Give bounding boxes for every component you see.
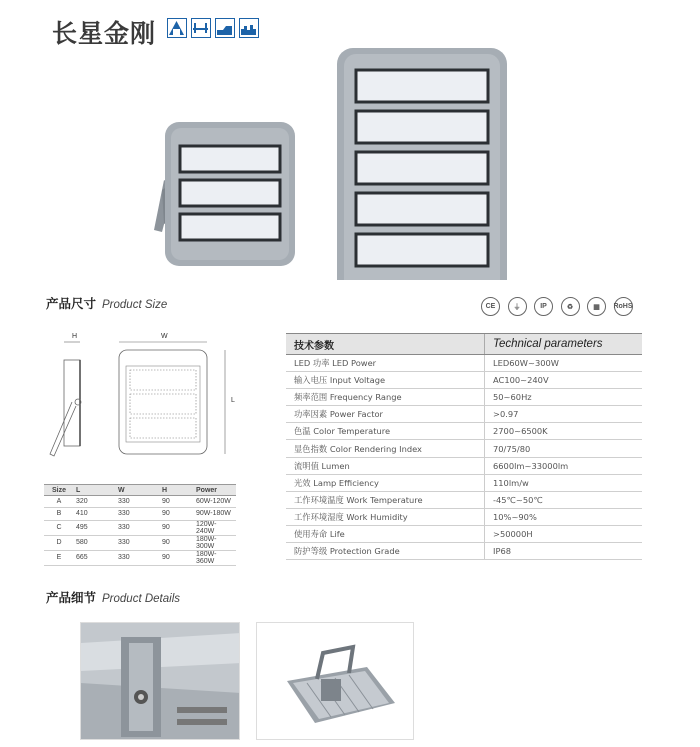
table-cell: 90 <box>160 508 194 520</box>
table-row <box>44 535 236 550</box>
spec-value: AC100~240V <box>485 372 643 389</box>
spec-value: >50000H <box>485 525 643 542</box>
led-panel <box>356 193 488 225</box>
led-panel <box>180 180 280 206</box>
spec-value: LED60W~300W <box>485 355 643 372</box>
spec-label: 显色指数 Color Rendering Index <box>286 440 485 457</box>
spec-row <box>286 406 642 423</box>
tunnel-icon <box>167 18 187 38</box>
col-w: W <box>116 485 160 496</box>
spec-row <box>286 543 642 560</box>
spec-label: 工作环境湿度 Work Humidity <box>286 508 485 525</box>
table-row <box>44 496 236 508</box>
led-panel <box>356 70 488 102</box>
led-panel <box>180 146 280 172</box>
table-cell: 120W-240W <box>194 520 236 535</box>
led-panel <box>356 234 488 266</box>
spec-row <box>286 440 642 457</box>
table-cell: 330 <box>116 535 160 550</box>
product-details-heading: 产品细节 Product Details <box>46 590 180 605</box>
spec-value: IP68 <box>485 543 643 560</box>
rohs-mark-icon: RoHS <box>614 297 633 316</box>
table-cell: 580 <box>74 535 116 550</box>
spec-row <box>286 474 642 491</box>
table-cell: 90 <box>160 520 194 535</box>
dimension-drawing <box>42 330 242 480</box>
table-cell: 495 <box>74 520 116 535</box>
spec-value: 70/75/80 <box>485 440 643 457</box>
table-row <box>44 508 236 520</box>
dim-label-w: W <box>161 333 168 340</box>
dim-label-h: H <box>72 333 78 340</box>
table-cell: 320 <box>74 496 116 508</box>
detail-photo-bracket <box>80 622 240 740</box>
table-cell: 330 <box>116 496 160 508</box>
spec-value: -45℃~50℃ <box>485 491 643 508</box>
drawing-led-row <box>130 370 196 390</box>
safety-mark-icon: ▦ <box>587 297 606 316</box>
spec-value: 110lm/w <box>485 474 643 491</box>
eco-leaf-icon: ♻ <box>561 297 580 316</box>
detail-photo-lamp <box>256 622 414 740</box>
tech-params-header-cn: 技术参数 <box>286 334 485 355</box>
table-cell: 180W-360W <box>194 550 236 565</box>
table-cell: 60W-120W <box>194 496 236 508</box>
table-cell: 90 <box>160 496 194 508</box>
ce-mark-icon: CE <box>481 297 500 316</box>
spec-value: 2700~6500K <box>485 423 643 440</box>
table-cell: E <box>44 550 74 565</box>
spec-value: 10%~90% <box>485 508 643 525</box>
size-table-header <box>44 485 236 496</box>
dim-label-l: L <box>231 397 235 404</box>
col-l: L <box>74 485 116 496</box>
table-row <box>44 550 236 565</box>
drawing-led-row <box>130 394 196 414</box>
table-cell: A <box>44 496 74 508</box>
col-size: Size <box>44 485 74 496</box>
spec-value: 50~60Hz <box>485 389 643 406</box>
drawing-led-row <box>130 418 196 438</box>
table-cell: 665 <box>74 550 116 565</box>
led-panel <box>356 152 488 184</box>
spec-row <box>286 491 642 508</box>
bridge-icon <box>191 18 211 38</box>
table-cell: 330 <box>116 520 160 535</box>
table-cell: 180W-300W <box>194 535 236 550</box>
table-cell: 330 <box>116 550 160 565</box>
spec-row <box>286 457 642 474</box>
product-hero-image <box>140 40 520 280</box>
spec-row <box>286 389 642 406</box>
table-cell: 90 <box>160 550 194 565</box>
spec-label: 功率因素 Power Factor <box>286 406 485 423</box>
size-table <box>44 484 236 566</box>
spec-label: 光效 Lamp Efficiency <box>286 474 485 491</box>
spec-row <box>286 355 642 372</box>
table-cell: 330 <box>116 508 160 520</box>
spec-row <box>286 372 642 389</box>
spec-label: 输入电压 Input Voltage <box>286 372 485 389</box>
led-panel <box>180 214 280 240</box>
table-cell: 90 <box>160 535 194 550</box>
table-cell: B <box>44 508 74 520</box>
city-skyline-icon <box>239 18 259 38</box>
spec-label: 防护等级 Protection Grade <box>286 543 485 560</box>
table-cell: C <box>44 520 74 535</box>
table-row <box>44 520 236 535</box>
tech-params-table <box>286 333 642 560</box>
spec-label: 色温 Color Temperature <box>286 423 485 440</box>
table-cell: D <box>44 535 74 550</box>
spec-row <box>286 508 642 525</box>
spec-row <box>286 423 642 440</box>
spec-row <box>286 525 642 542</box>
spec-value: >0.97 <box>485 406 643 423</box>
spec-label: 使用寿命 Life <box>286 525 485 542</box>
led-panel <box>356 111 488 143</box>
product-size-heading: 产品尺寸 Product Size <box>46 296 168 311</box>
ground-symbol-icon: ⏚ <box>508 297 527 316</box>
tech-params-header-en: Technical parameters <box>485 334 643 355</box>
col-power: Power <box>194 485 236 496</box>
hillside-icon <box>215 18 235 38</box>
table-cell: 90W-180W <box>194 508 236 520</box>
page-title: 长星金刚 <box>52 19 157 48</box>
ip-rating-icon: IP <box>534 297 553 316</box>
spec-value: 6600lm~33000lm <box>485 457 643 474</box>
table-cell: 410 <box>74 508 116 520</box>
tech-params-header <box>286 334 642 355</box>
spec-label: 工作环境温度 Work Temperature <box>286 491 485 508</box>
spec-label: 流明值 Lumen <box>286 457 485 474</box>
col-h: H <box>160 485 194 496</box>
spec-label: LED 功率 LED Power <box>286 355 485 372</box>
spec-label: 频率范围 Frequency Range <box>286 389 485 406</box>
